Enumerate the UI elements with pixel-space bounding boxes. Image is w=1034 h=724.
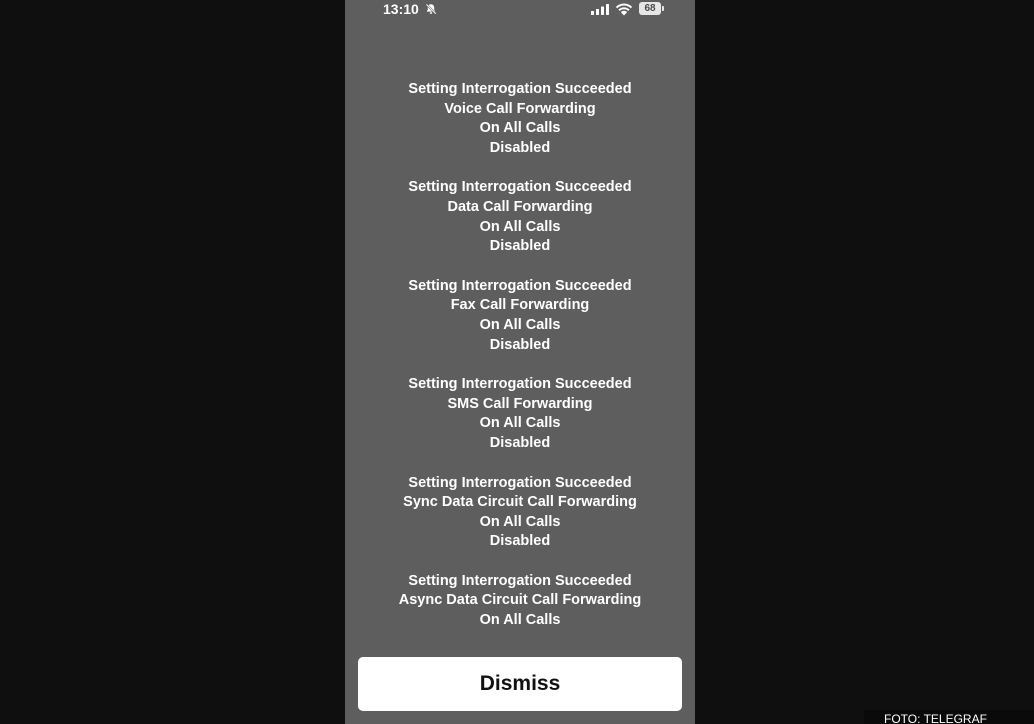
wifi-icon <box>615 2 633 16</box>
message-service: SMS Call Forwarding <box>447 395 593 412</box>
message-service: Async Data Circuit Call Forwarding <box>398 592 642 609</box>
message-block <box>345 375 695 453</box>
message-block <box>345 572 695 625</box>
message-status: Setting Interrogation Succeeded <box>408 277 632 294</box>
message-service: Sync Data Circuit Call Forwarding <box>403 494 637 511</box>
message-status: Setting Interrogation Succeeded <box>408 81 632 97</box>
message-state: Disabled <box>489 336 551 353</box>
message-state: Disabled <box>489 434 551 451</box>
message-status: Setting Interrogation Succeeded <box>408 572 632 589</box>
photo-credit-watermark: FOTO: TELEGRAF <box>864 710 1034 724</box>
battery-cap <box>662 6 664 11</box>
message-service: Data Call Forwarding <box>447 198 593 215</box>
message-service: Fax Call Forwarding <box>450 297 590 314</box>
dismiss-button[interactable]: Dismiss <box>358 657 682 711</box>
message-status: Setting Interrogation Succeeded <box>408 179 632 196</box>
message-status: Setting Interrogation Succeeded <box>408 474 632 491</box>
message-status: Setting Interrogation Succeeded <box>408 376 632 393</box>
message-condition: On All Calls <box>479 513 561 530</box>
message-block <box>345 474 695 552</box>
battery-icon <box>639 2 665 16</box>
message-block <box>345 80 695 158</box>
signal-icon <box>591 4 611 15</box>
phone-screen <box>345 0 695 724</box>
message-service: Voice Call Forwarding <box>444 100 596 117</box>
message-state: Disabled <box>489 238 551 255</box>
ussd-message-list[interactable] <box>345 80 695 625</box>
message-state: Disabled <box>489 139 551 156</box>
bell-slash-icon <box>425 3 437 15</box>
status-bar <box>345 0 695 22</box>
message-state: Disabled <box>489 533 551 550</box>
message-condition: On All Calls <box>479 612 561 625</box>
message-condition: On All Calls <box>479 415 561 432</box>
status-time: 13:10 <box>383 1 419 17</box>
message-condition: On All Calls <box>479 316 561 333</box>
message-block <box>345 178 695 256</box>
message-condition: On All Calls <box>479 120 561 137</box>
message-condition: On All Calls <box>479 218 561 235</box>
message-block <box>345 277 695 355</box>
battery-level: 68 <box>639 2 661 15</box>
